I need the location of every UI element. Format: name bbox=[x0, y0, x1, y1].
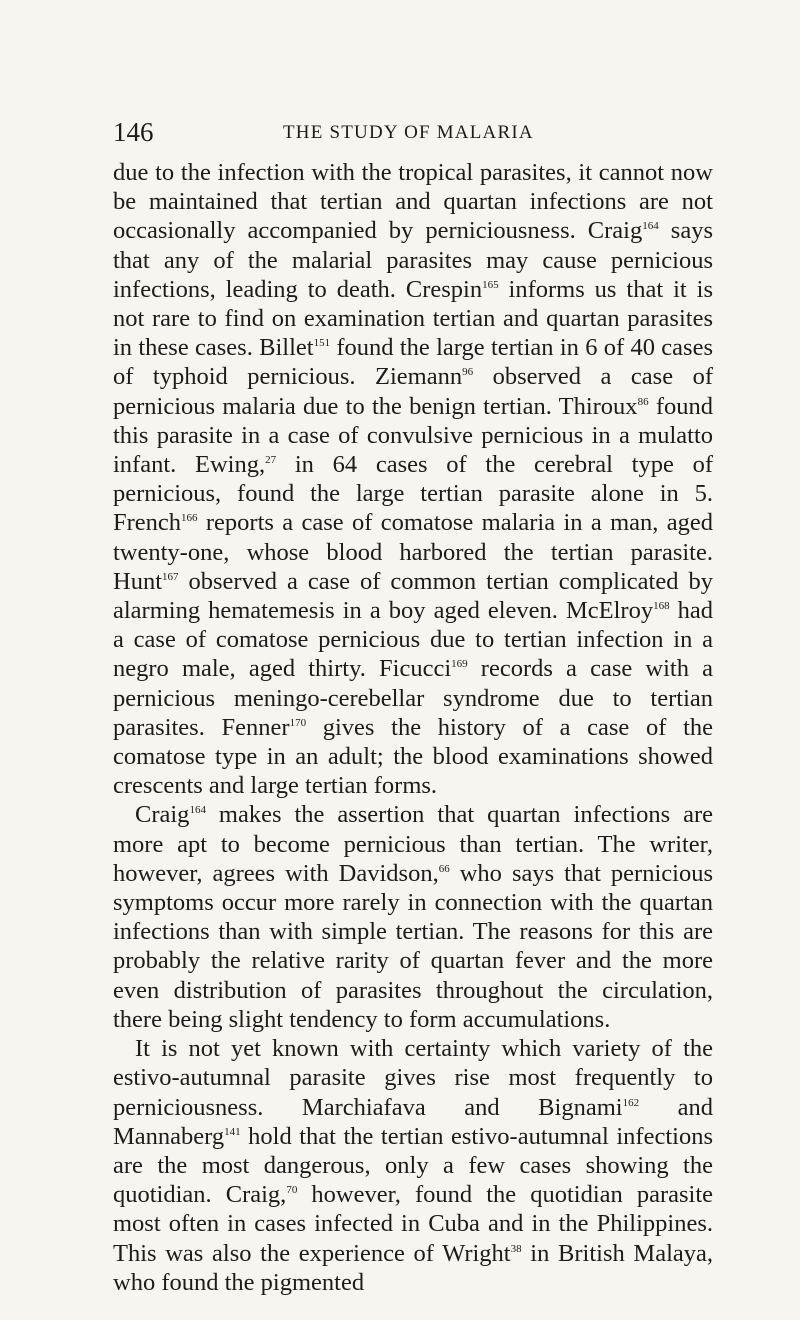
reference-number: 167 bbox=[162, 570, 179, 583]
text-run: in 64 cases of the cerebral type of pernicious, found the large tertian parasite alone in 5. French bbox=[113, 451, 713, 537]
text-run: in British Malaya, who found the pigmented bbox=[113, 1239, 713, 1296]
paragraph bbox=[113, 1034, 713, 1297]
reference-number: 27 bbox=[265, 454, 277, 467]
text-run: found the large tertian in 6 of 40 cases of typhoid pernicious. Ziemann bbox=[113, 334, 713, 391]
text-run: due to the infection with the tropical parasites, it cannot now be maintained that tertian and quartan infections are not occasionally accompanied by perniciousness. Craig bbox=[113, 159, 713, 245]
reference-number: 38 bbox=[510, 1242, 522, 1255]
reference-number: 170 bbox=[289, 716, 307, 729]
reference-number: 168 bbox=[653, 600, 670, 613]
text-run: observed a case of common tertian complicated by alarming hematemesis in a boy aged eleven. McElroy bbox=[113, 567, 713, 625]
text-run: makes the assertion that quartan infections are more apt to become pernicious than tertian. The writer, however, agrees with Davidson, bbox=[113, 801, 713, 887]
text-run: It is not yet known with certainty which variety of the estivo-autumnal parasite gives rise most frequently to perniciousness. Marchiafava and Bignami bbox=[113, 1035, 713, 1121]
reference-number: 169 bbox=[451, 658, 468, 671]
reference-number: 70 bbox=[286, 1184, 298, 1197]
text-run: informs us that it is not rare to find on examination tertian and quartan parasites in these cases. Billet bbox=[113, 275, 713, 362]
reference-number: 66 bbox=[438, 862, 450, 875]
text-run: however, found the quotidian parasite most often in cases infected in Cuba and in the Philippines. This was also the experience of Wright bbox=[113, 1181, 713, 1267]
text-run: records a case with a pernicious meningo-cerebellar syndrome due to tertian parasites. Fenner bbox=[113, 655, 713, 741]
reference-number: 165 bbox=[482, 278, 499, 291]
text-run: hold that the tertian estivo-autumnal infections are the most dangerous, only a few cases showing the quotidian. Craig, bbox=[113, 1122, 713, 1209]
text-run: found this parasite in a case of convulsive pernicious in a mulatto infant. Ewing, bbox=[113, 392, 713, 479]
text-run: had a case of comatose pernicious due to tertian infection in a negro male, aged thirty. Ficucci bbox=[113, 597, 714, 683]
reference-number: 164 bbox=[642, 220, 659, 233]
reference-number: 164 bbox=[189, 804, 206, 817]
reference-number: 162 bbox=[622, 1096, 640, 1109]
text-run: and Mannaberg bbox=[113, 1093, 714, 1150]
text-run: reports a case of comatose malaria in a man, aged twenty-one, whose blood harbored the tertian parasite. Hunt bbox=[113, 509, 713, 595]
running-title: THE STUDY OF MALARIA bbox=[283, 122, 534, 143]
reference-number: 141 bbox=[224, 1125, 241, 1138]
text-run: who says that pernicious symptoms occur more rarely in connection with the quartan infections than with simple tertian. The reasons for this are probably the relative rarity of quartan fever and the more even distribution of parasites throughout the circulation, there being slight tendency to form accumulations. bbox=[113, 859, 713, 1033]
reference-number: 151 bbox=[313, 337, 331, 350]
paragraph bbox=[113, 800, 713, 1034]
paragraph bbox=[113, 158, 713, 800]
text-run: observed a case of pernicious malaria due to the benign tertian. Thiroux bbox=[113, 363, 714, 420]
text-run: gives the history of a case of the comatose type in an adult; the blood examinations showed crescents and large tertian forms. bbox=[113, 713, 714, 800]
text-run: Craig bbox=[135, 801, 190, 829]
text-run: says that any of the malarial parasites may cause pernicious infections, leading to death. Crespin bbox=[113, 217, 713, 303]
body-text bbox=[113, 158, 713, 1297]
reference-number: 86 bbox=[637, 395, 649, 408]
page-number: 146 bbox=[113, 117, 154, 147]
page-header bbox=[113, 116, 713, 148]
reference-number: 96 bbox=[462, 366, 474, 379]
reference-number: 166 bbox=[181, 512, 198, 525]
